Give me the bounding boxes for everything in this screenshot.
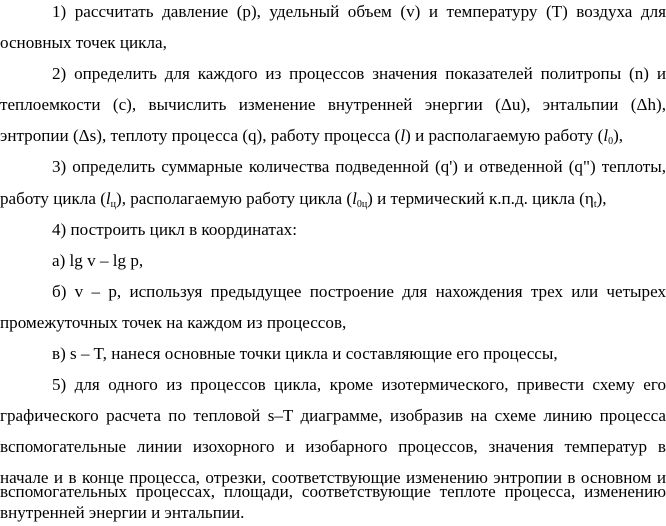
item-5-line-4: начале и в конце процесса, отрезки, соответствующие изменению энтропии в основном и [0, 468, 666, 487]
work-symbol: l [603, 126, 609, 145]
item-3-line-1: 3) определить суммарные количества подведенной (q') и отведенной (q") теплоты, [52, 157, 666, 176]
text-run: ), [613, 126, 624, 145]
item-5-line-5: вспомогательных процессах, площади, соответствующие теплоте процесса, изменению [0, 482, 666, 501]
text-run: энтропии (Δs), теплоту процесса (q), работу процесса ( [0, 126, 401, 145]
item-3-line-2 [0, 189, 666, 212]
text-run: ), располагаемую работу цикла ( [116, 189, 353, 208]
subscript: ц [110, 199, 117, 210]
subscript: 0ц [356, 199, 368, 210]
item-4b-line-2: промежуточных точек на каждом из процессов, [0, 313, 347, 332]
item-1-line-2: основных точек цикла, [0, 33, 167, 52]
work-symbol: l [400, 126, 406, 145]
item-4c: в) s – T, нанеся основные точки цикла и составляющие его процессы, [52, 344, 558, 363]
item-5-line-2: графического расчета по тепловой s–T диаграмме, изобразив на схеме линию процесса [0, 406, 666, 425]
item-2-line-2: теплоемкости (с), вычислить изменение внутренней энергии (Δu), энтальпии (Δh), [0, 95, 666, 114]
item-4-heading: 4) построить цикл в координатах: [52, 220, 297, 239]
subscript: t [593, 199, 597, 210]
work-symbol: l [352, 189, 357, 208]
text-run: ), [596, 189, 607, 208]
item-4b-line-1: б) v – p, используя предыдущее построение для нахождения трех или четырех [52, 282, 666, 301]
text-run: ) и располагаемую работу ( [405, 126, 604, 145]
text-run: ) и термический к.п.д. цикла (η [367, 189, 594, 208]
subscript: 0 [608, 136, 614, 147]
item-5-line-6: внутренней энергии и энтальпии. [0, 503, 245, 522]
item-2-line-1: 2) определить для каждого из процессов значения показателей политропы (n) и [52, 64, 666, 83]
text-run: работу цикла ( [0, 189, 106, 208]
item-5-line-3: вспомогательные линии изохорного и изобарного процессов, значения температур в [0, 437, 666, 456]
item-4a: а) lg v – lg p, [52, 251, 144, 270]
item-2-line-3 [0, 126, 666, 149]
item-1-line-1: 1) рассчитать давление (р), удельный объем (v) и температуру (Т) воздуха для [52, 2, 666, 21]
item-5-line-1: 5) для одного из процессов цикла, кроме изотермического, привести схему его [52, 375, 666, 394]
work-symbol: l [105, 189, 111, 208]
